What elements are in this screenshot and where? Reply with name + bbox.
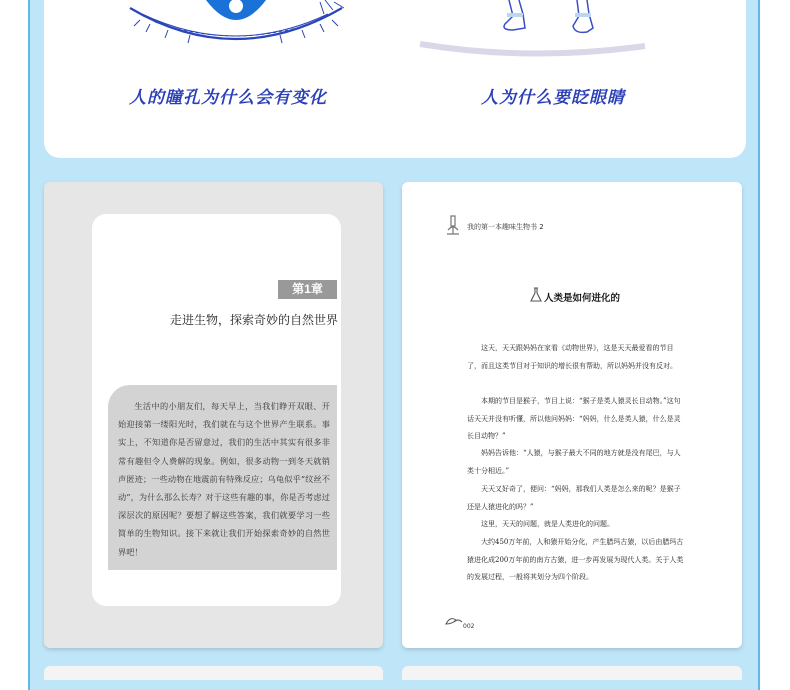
eye-illustration <box>120 0 350 60</box>
caption-why-blink: 人为什么要眨眼睛 <box>481 88 625 108</box>
microscope-icon <box>444 214 462 236</box>
decorative-leaf-icon <box>444 614 464 628</box>
chapter-intro-text: 生活中的小朋友们，每天早上，当我们睁开双眼、开始迎接第一缕阳光时，我们就在与这个世界产生联系。事实上，不知道你是否留意过，我们的生活中其实有很多非常有趣但令人费解的现象。例如，很多动物一到冬天就销声匿迹；一些动物在地震前有特殊反应；乌龟似乎“纹丝不动”，为什么那么长寿？对于这些有趣的事，你是否考虑过深层次的原因呢？要想了解这些答案，我们就要学习一些简单的生物知识。接下来就让我们开始探索奇妙的自然世界吧！ <box>118 401 330 557</box>
chapter-title: 走进生物，探索奇妙的自然世界 <box>169 313 338 327</box>
feet-illustration <box>415 0 650 60</box>
flask-icon <box>530 287 542 303</box>
paragraph: 这里，天天的问题，就是人类进化的问题。 <box>481 520 614 528</box>
paragraph: 大约450万年前，人和猿开始分化，产生腊玛古猿，以后由腊玛古猿进化成200万年前的南方古猿，进一步再发展为现代人类。关于人类的发展过程，一般将其划分为四个阶段。 <box>467 538 684 582</box>
next-page-left-edge <box>44 666 383 680</box>
chapter-tag: 第1章 <box>278 280 337 299</box>
page-number: 002 <box>463 623 475 630</box>
paragraph: 这天，天天跟妈妈在家看《动物世界》，这是天天最爱看的节目了，而且这类节目对于知识的增长很有帮助，所以妈妈并没有反对。 <box>467 344 677 370</box>
next-page-right-edge <box>402 666 742 680</box>
paragraph: 本期的节目是猴子，节目上说：“猴子是类人猿灵长目动物。”这句话天天并没有听懂，所以他问妈妈：“妈妈，什么是类人猿，什么是灵长目动物？” <box>467 397 681 441</box>
paragraph: 天天又好奇了，便问：“妈妈，那我们人类是怎么来的呢？是猴子还是人猿进化的吗？” <box>467 485 681 511</box>
caption-pupil-change: 人的瞳孔为什么会有变化 <box>129 88 327 108</box>
running-head: 我的第一本趣味生物书 2 <box>467 223 544 231</box>
paragraph: 妈妈告诉他：“人猿，与猴子最大不同的地方就是没有尾巴，与人类十分相近。” <box>467 449 681 475</box>
section-title: 人类是如何进化的 <box>544 293 621 304</box>
faint-running-head <box>205 176 345 182</box>
